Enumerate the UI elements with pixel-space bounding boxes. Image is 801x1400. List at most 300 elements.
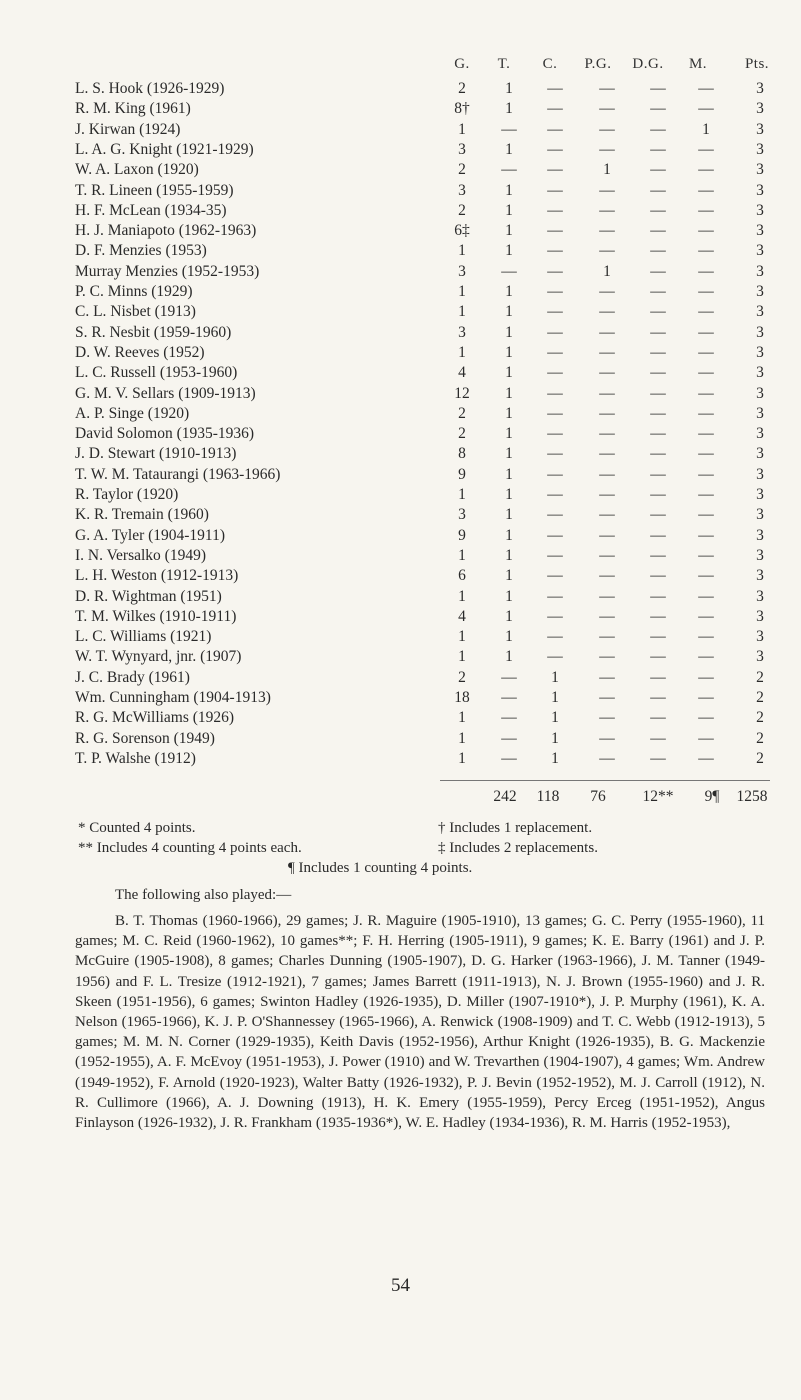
cell-c: — — [547, 546, 563, 564]
table-row — [0, 181, 801, 201]
cell-m: — — [698, 222, 714, 240]
total-pts: 1258 — [736, 788, 768, 805]
cell-c: — — [547, 628, 563, 646]
cell-t: 1 — [505, 80, 513, 97]
cell-g: 9 — [458, 526, 466, 544]
header-m: M. — [688, 56, 708, 72]
cell-m: — — [698, 445, 714, 463]
cell-pg: — — [599, 628, 615, 646]
cell-pg: — — [599, 607, 615, 625]
cell-g: 2 — [458, 161, 466, 179]
cell-t: 1 — [505, 486, 513, 503]
cell-pg: — — [599, 364, 615, 382]
cell-pts: 3 — [756, 628, 764, 646]
cell-pg: — — [599, 689, 615, 706]
cell-t: — — [501, 262, 517, 280]
cell-t: 1 — [505, 567, 513, 585]
cell-m: — — [698, 384, 714, 402]
cell-dg: — — [650, 364, 666, 382]
cell-c: — — [547, 648, 563, 666]
cell-g: 2 — [458, 425, 466, 443]
cell-pts: 3 — [756, 526, 764, 544]
player-name: W. T. Wynyard, jnr. (1907) — [75, 648, 242, 666]
also-played-intro: The following also played:— — [115, 887, 292, 903]
cell-pg: — — [599, 404, 615, 422]
cell-dg: — — [650, 100, 666, 118]
cell-g: 6 — [458, 567, 466, 585]
cell-dg: — — [650, 465, 666, 483]
cell-c: — — [547, 567, 563, 585]
player-name: Wm. Cunningham (1904-1913) — [75, 689, 271, 706]
cell-pts: 3 — [756, 364, 764, 382]
cell-pg: — — [599, 587, 615, 605]
cell-m: — — [698, 242, 714, 260]
cell-pg: — — [599, 526, 615, 544]
cell-g: 6‡ — [454, 222, 470, 240]
player-name: L. H. Weston (1912-1913) — [75, 567, 239, 585]
cell-m: — — [698, 140, 714, 158]
cell-m: — — [698, 364, 714, 382]
cell-t: 1 — [505, 404, 513, 422]
cell-pg: — — [599, 120, 615, 138]
cell-m: — — [698, 425, 714, 443]
cell-pg: — — [599, 445, 615, 463]
cell-dg: — — [650, 80, 666, 97]
cell-g: 12 — [454, 384, 470, 402]
header-dg: D.G. — [632, 56, 664, 72]
cell-t: 1 — [505, 445, 513, 463]
cell-t: 1 — [505, 140, 513, 158]
cell-c: 1 — [551, 709, 559, 727]
cell-dg: — — [650, 546, 666, 564]
cell-g: 3 — [458, 506, 466, 524]
player-name: J. D. Stewart (1910-1913) — [75, 445, 237, 463]
cell-c: — — [547, 262, 563, 280]
cell-c: — — [547, 486, 563, 503]
table-row — [0, 302, 801, 322]
player-name: W. A. Laxon (1920) — [75, 161, 199, 179]
total-g: 242 — [493, 788, 517, 805]
player-name: I. N. Versalko (1949) — [75, 546, 207, 564]
cell-m: — — [698, 689, 714, 706]
cell-g: 18 — [454, 689, 470, 706]
header-pts: Pts. — [744, 56, 770, 72]
also-played-text: B. T. Thomas (1960-1966), 29 games; J. R. Maguire (1905-1910), 13 games; G. C. Perry (1955-1960), 11 games; M. C. Reid (1960-1962), 10 games**; F. H. Herring (1905-1911), 9 games; K. E. Barry (1961) and J. P. McGuire (1905-1908), 8 games; Charles Dunning (1905-1907), D. G. Harker (1963-1966), J. M. Tanner (1949-1956) and F. L. Tresize (1912-1921), 7 games; James Barrett (1911-1913), N. J. Brown (1955-1960) and J. R. Skeen (1951-1956), 6 games; Swinton Hadley (1926-1935), D. Miller (1907-1910*), J. P. Murphy (1961), K. A. Nelson (1965-1966), K. J. P. O'Shannessey (1965-1966), A. Renwick (1908-1909) and T. C. Webb (1912-1913), 5 games; M. M. N. Corner (1929-1935), Keith Davis (1952-1956), Arthur Knight (1926-1935), B. G. Mackenzie (1952-1955), A. F. McEvoy (1951-1953), J. Power (1910) and W. Trevarthen (1904-1907), 4 games; Wm. Andrew (1949-1952), F. Arnold (1920-1923), Walter Batty (1926-1932), P. J. Bevin (1952-1952), M. J. Carroll (1912), N. R. Cullimore (1966), A. J. Downing (1913), H. K. Emery (1955-1959), Percy Erceg (1951-1952), Angus Finlayson (1926-1932), J. R. Frankham (1935-1936*), W. E. Hadley (1934-1936), R. M. Harris (1952-1953), — [75, 913, 765, 1132]
table-row — [0, 587, 801, 607]
cell-dg: — — [650, 323, 666, 341]
cell-t: — — [501, 668, 517, 686]
cell-t: — — [501, 689, 517, 706]
cell-c: — — [547, 425, 563, 443]
cell-dg: — — [650, 343, 666, 361]
cell-c: — — [547, 242, 563, 260]
cell-c: — — [547, 607, 563, 625]
table-row — [0, 404, 801, 424]
footnote-dagger: † Includes 1 replacement. — [438, 820, 593, 836]
cell-c: — — [547, 323, 563, 341]
cell-g: 2 — [458, 80, 466, 97]
cell-t: 1 — [505, 364, 513, 382]
cell-dg: — — [650, 689, 666, 706]
cell-pts: 3 — [756, 323, 764, 341]
cell-g: 1 — [458, 546, 466, 564]
cell-g: 4 — [458, 364, 466, 382]
footnote-double-dagger: ‡ Includes 2 replacements. — [438, 840, 598, 856]
cell-pts: 3 — [756, 486, 764, 503]
cell-pts: 3 — [756, 404, 764, 422]
player-name: David Solomon (1935-1936) — [75, 425, 255, 443]
table-row — [0, 99, 801, 119]
table-row — [0, 343, 801, 363]
cell-pg: 1 — [603, 262, 611, 280]
cell-g: 1 — [458, 343, 466, 361]
table-row — [0, 526, 801, 546]
player-name: L. S. Hook (1926-1929) — [75, 80, 225, 97]
player-name: L. A. G. Knight (1921-1929) — [75, 140, 254, 158]
player-name: L. C. Russell (1953-1960) — [75, 364, 238, 382]
cell-dg: — — [650, 425, 666, 443]
cell-pts: 3 — [756, 100, 764, 118]
cell-t: 1 — [505, 628, 513, 646]
cell-pts: 3 — [756, 161, 764, 179]
cell-dg: — — [650, 120, 666, 138]
cell-t: 1 — [505, 526, 513, 544]
cell-g: 4 — [458, 607, 466, 625]
cell-pg: — — [599, 100, 615, 118]
cell-m: — — [698, 181, 714, 199]
cell-g: 1 — [458, 303, 466, 321]
footnote-star: * Counted 4 points. — [78, 820, 196, 836]
cell-pg: — — [599, 486, 615, 503]
cell-pts: 3 — [756, 445, 764, 463]
cell-pg: — — [599, 709, 615, 727]
cell-c: — — [547, 201, 563, 219]
cell-c: 1 — [551, 729, 559, 747]
cell-pts: 3 — [756, 384, 764, 402]
player-name: R. G. Sorenson (1949) — [75, 729, 215, 747]
cell-dg: — — [650, 729, 666, 747]
footnote-double-star: ** Includes 4 counting 4 points each. — [78, 840, 302, 856]
cell-g: 2 — [458, 201, 466, 219]
cell-m: — — [698, 100, 714, 118]
cell-pts: 3 — [756, 283, 764, 300]
table-row — [0, 424, 801, 444]
cell-dg: — — [650, 384, 666, 402]
cell-pg: 1 — [603, 161, 611, 179]
cell-pg: — — [599, 425, 615, 443]
table-row — [0, 708, 801, 728]
cell-pts: 3 — [756, 140, 764, 158]
total-c: 76 — [590, 788, 606, 805]
table-row — [0, 282, 801, 302]
cell-t: 1 — [505, 648, 513, 666]
cell-pg: — — [599, 729, 615, 747]
cell-pg: — — [599, 201, 615, 219]
cell-c: — — [547, 100, 563, 118]
cell-pts: 3 — [756, 567, 764, 585]
cell-dg: — — [650, 587, 666, 605]
total-dg: 9¶ — [704, 788, 720, 805]
cell-pg: — — [599, 181, 615, 199]
cell-pts: 3 — [756, 607, 764, 625]
table-row — [0, 262, 801, 282]
cell-pts: 3 — [756, 222, 764, 240]
cell-g: 3 — [458, 323, 466, 341]
cell-t: 1 — [505, 607, 513, 625]
cell-pts: 2 — [756, 668, 764, 686]
cell-pg: — — [599, 283, 615, 300]
cell-g: 1 — [458, 729, 466, 747]
cell-t: 1 — [505, 201, 513, 219]
table-row — [0, 221, 801, 241]
cell-g: 1 — [458, 709, 466, 727]
cell-t: 1 — [505, 343, 513, 361]
cell-g: 1 — [458, 648, 466, 666]
cell-c: — — [547, 465, 563, 483]
table-row — [0, 160, 801, 180]
cell-dg: — — [650, 404, 666, 422]
cell-c: — — [547, 303, 563, 321]
cell-g: 9 — [458, 465, 466, 483]
table-row — [0, 627, 801, 647]
cell-pts: 2 — [756, 729, 764, 747]
table-row — [0, 120, 801, 140]
table-row — [0, 729, 801, 749]
cell-c: 1 — [551, 749, 559, 767]
cell-c: — — [547, 343, 563, 361]
cell-dg: — — [650, 222, 666, 240]
cell-pts: 3 — [756, 546, 764, 564]
table-row — [0, 546, 801, 566]
cell-t: 1 — [505, 465, 513, 483]
cell-dg: — — [650, 303, 666, 321]
cell-pts: 3 — [756, 343, 764, 361]
cell-pts: 3 — [756, 181, 764, 199]
cell-t: — — [501, 120, 517, 138]
cell-pts: 3 — [756, 587, 764, 605]
cell-m: — — [698, 80, 714, 97]
cell-t: 1 — [505, 222, 513, 240]
header-t: T. — [497, 56, 511, 72]
table-row — [0, 384, 801, 404]
cell-t: 1 — [505, 546, 513, 564]
cell-pg: — — [599, 303, 615, 321]
cell-dg: — — [650, 161, 666, 179]
cell-g: 2 — [458, 668, 466, 686]
page-number: 54 — [391, 1275, 410, 1296]
cell-pg: — — [599, 242, 615, 260]
cell-pts: 3 — [756, 80, 764, 97]
cell-dg: — — [650, 262, 666, 280]
cell-c: — — [547, 404, 563, 422]
cell-m: — — [698, 546, 714, 564]
player-name: H. F. McLean (1934-35) — [75, 201, 227, 219]
cell-c: 1 — [551, 668, 559, 686]
table-row — [0, 566, 801, 586]
cell-pg: — — [599, 567, 615, 585]
cell-dg: — — [650, 628, 666, 646]
cell-pg: — — [599, 465, 615, 483]
cell-t: 1 — [505, 283, 513, 300]
player-name: D. F. Menzies (1953) — [75, 242, 207, 260]
player-name: L. C. Williams (1921) — [75, 628, 212, 646]
cell-t: — — [501, 709, 517, 727]
cell-m: — — [698, 729, 714, 747]
table-row — [0, 140, 801, 160]
cell-t: 1 — [505, 425, 513, 443]
cell-pg: — — [599, 140, 615, 158]
cell-dg: — — [650, 526, 666, 544]
table-row — [0, 668, 801, 688]
totals-rule — [440, 780, 770, 781]
cell-m: — — [698, 506, 714, 524]
table-row — [0, 688, 801, 708]
cell-g: 1 — [458, 628, 466, 646]
cell-m: — — [698, 262, 714, 280]
cell-m: 1 — [702, 120, 710, 138]
cell-t: 1 — [505, 506, 513, 524]
cell-g: 3 — [458, 140, 466, 158]
cell-pg: — — [599, 323, 615, 341]
cell-g: 2 — [458, 404, 466, 422]
cell-m: — — [698, 628, 714, 646]
table-row — [0, 465, 801, 485]
player-name: R. Taylor (1920) — [75, 486, 179, 503]
cell-t: — — [501, 729, 517, 747]
cell-c: — — [547, 587, 563, 605]
cell-m: — — [698, 486, 714, 503]
cell-m: — — [698, 587, 714, 605]
player-name: C. L. Nisbet (1913) — [75, 303, 196, 321]
cell-m: — — [698, 526, 714, 544]
player-name: G. M. V. Sellars (1909-1913) — [75, 384, 256, 402]
table-row — [0, 505, 801, 525]
player-name: G. A. Tyler (1904-1911) — [75, 526, 226, 544]
cell-dg: — — [650, 709, 666, 727]
cell-t: 1 — [505, 384, 513, 402]
cell-c: — — [547, 222, 563, 240]
cell-dg: — — [650, 201, 666, 219]
cell-c: — — [547, 120, 563, 138]
cell-c: — — [547, 161, 563, 179]
cell-t: 1 — [505, 303, 513, 321]
cell-m: — — [698, 201, 714, 219]
player-name: T. M. Wilkes (1910-1911) — [75, 607, 237, 625]
cell-g: 1 — [458, 283, 466, 300]
table-row — [0, 749, 801, 769]
cell-pts: 3 — [756, 120, 764, 138]
total-t: 118 — [536, 788, 560, 805]
cell-m: — — [698, 404, 714, 422]
cell-g: 1 — [458, 587, 466, 605]
header-pg: P.G. — [584, 56, 612, 72]
cell-dg: — — [650, 283, 666, 300]
cell-m: — — [698, 709, 714, 727]
cell-dg: — — [650, 506, 666, 524]
cell-pts: 3 — [756, 425, 764, 443]
cell-pts: 3 — [756, 465, 764, 483]
cell-m: — — [698, 343, 714, 361]
cell-pg: — — [599, 80, 615, 97]
cell-dg: — — [650, 749, 666, 767]
cell-pg: — — [599, 668, 615, 686]
cell-pg: — — [599, 749, 615, 767]
cell-pg: — — [599, 222, 615, 240]
cell-pg: — — [599, 384, 615, 402]
cell-pts: 3 — [756, 506, 764, 524]
player-name: T. W. M. Tataurangi (1963-1966) — [75, 465, 281, 483]
cell-dg: — — [650, 445, 666, 463]
cell-c: — — [547, 80, 563, 97]
player-name: D. W. Reeves (1952) — [75, 343, 205, 361]
cell-pg: — — [599, 506, 615, 524]
table-row — [0, 485, 801, 505]
cell-dg: — — [650, 140, 666, 158]
cell-t: 1 — [505, 181, 513, 199]
footnote-pilcrow: ¶ Includes 1 counting 4 points. — [288, 860, 473, 876]
cell-pg: — — [599, 546, 615, 564]
cell-t: — — [501, 161, 517, 179]
cell-g: 8† — [454, 100, 470, 118]
cell-t: 1 — [505, 100, 513, 118]
cell-g: 1 — [458, 749, 466, 767]
cell-c: — — [547, 445, 563, 463]
player-name: P. C. Minns (1929) — [75, 283, 193, 300]
cell-t: — — [501, 749, 517, 767]
cell-m: — — [698, 323, 714, 341]
table-row — [0, 444, 801, 464]
cell-pts: 2 — [756, 749, 764, 767]
player-name: D. R. Wightman (1951) — [75, 587, 222, 605]
cell-m: — — [698, 303, 714, 321]
table-row — [0, 647, 801, 667]
cell-dg: — — [650, 607, 666, 625]
cell-pts: 2 — [756, 709, 764, 727]
total-pg: 12** — [642, 788, 674, 805]
table-row — [0, 607, 801, 627]
player-name: T. R. Lineen (1955-1959) — [75, 181, 234, 199]
cell-pts: 3 — [756, 262, 764, 280]
cell-g: 3 — [458, 262, 466, 280]
table-row — [0, 363, 801, 383]
cell-dg: — — [650, 486, 666, 503]
player-name: Murray Menzies (1952-1953) — [75, 262, 260, 280]
cell-m: — — [698, 749, 714, 767]
cell-m: — — [698, 607, 714, 625]
cell-c: — — [547, 526, 563, 544]
cell-pts: 3 — [756, 648, 764, 666]
player-name: S. R. Nesbit (1959-1960) — [75, 323, 232, 341]
cell-g: 3 — [458, 181, 466, 199]
cell-pg: — — [599, 648, 615, 666]
cell-dg: — — [650, 181, 666, 199]
player-name: H. J. Maniapoto (1962-1963) — [75, 222, 257, 240]
header-g: G. — [454, 56, 470, 72]
cell-dg: — — [650, 567, 666, 585]
cell-c: 1 — [551, 689, 559, 706]
cell-m: — — [698, 668, 714, 686]
cell-pg: — — [599, 343, 615, 361]
cell-g: 1 — [458, 486, 466, 503]
cell-c: — — [547, 364, 563, 382]
player-name: J. C. Brady (1961) — [75, 668, 190, 686]
cell-t: 1 — [505, 323, 513, 341]
player-name: K. R. Tremain (1960) — [75, 506, 209, 524]
cell-pts: 3 — [756, 201, 764, 219]
table-row — [0, 323, 801, 343]
player-name: J. Kirwan (1924) — [75, 120, 181, 138]
cell-m: — — [698, 465, 714, 483]
